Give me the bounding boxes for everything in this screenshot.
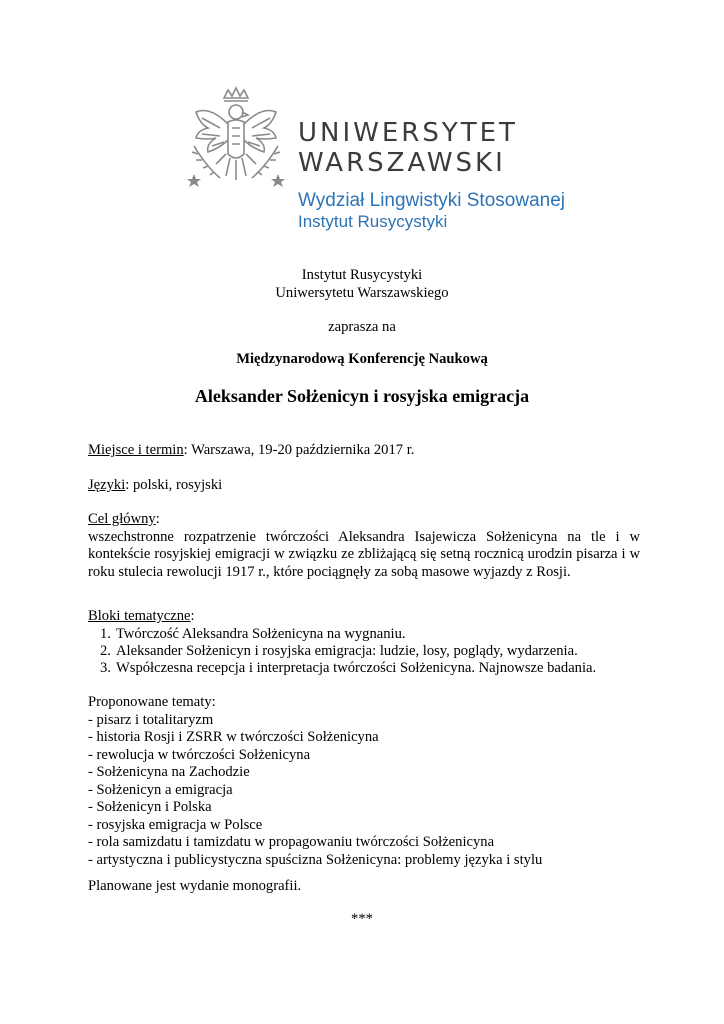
- institute-name-logo: Instytut Rusycystyki: [298, 212, 448, 231]
- topics-section: [88, 694, 640, 869]
- topics-label: Proponowane tematy:: [88, 694, 216, 710]
- languages-label: Języki: [88, 477, 126, 493]
- goal-section: [88, 511, 640, 581]
- goal-colon: :: [155, 511, 160, 527]
- eagle-emblem-icon: [186, 84, 286, 204]
- goal-line2: kontekście rosyjskiej emigracji w związku ze zbliżającą się setną rocznicą urodzin pisarza i w: [88, 546, 640, 562]
- block-item: Twórczość Aleksandra Sołżenicyna na wygnaniu.: [116, 626, 406, 642]
- university-name: [298, 118, 518, 178]
- organizer-line2: Uniwersytetu Warszawskiego: [275, 285, 449, 301]
- place-label: Miejsce i termin: [88, 442, 184, 458]
- block-number: 3.: [100, 660, 111, 676]
- languages-value: : polski, rosyjski: [125, 477, 223, 493]
- topic-item: - Sołżenicyna na Zachodzie: [88, 764, 250, 780]
- blocks-label: Bloki tematyczne: [88, 608, 191, 624]
- goal-line3: roku stulecia rewolucji 1917 r., które pociągnęły za sobą masowe wyjazdy z Rosji.: [88, 563, 571, 580]
- topic-item: - artystyczna i publicystyczna spuścizna Sołżenicyna: problemy języka i stylu: [88, 851, 543, 868]
- topic-item: - pisarz i totalitaryzm: [88, 711, 214, 728]
- goal-line1: wszechstronne rozpatrzenie twórczości Aleksandra Isajewicza Sołżenicyna na tle i w: [88, 528, 640, 545]
- faculty-name: Wydział Lingwistyki Stosowanej: [298, 190, 565, 211]
- university-logo: [186, 84, 565, 244]
- topic-item: - rola samizdatu i tamizdatu w propagowaniu twórczości Sołżenicyna: [88, 834, 495, 850]
- topic-item: - Sołżenicyn a emigracja: [88, 781, 233, 798]
- organizer-line1: Instytut Rusycystyki: [301, 267, 423, 283]
- block-number: 1.: [100, 626, 111, 642]
- topic-item: - rewolucja w twórczości Sołżenicyna: [88, 746, 311, 763]
- place-value: : Warszawa, 19-20 października 2017 r.: [183, 442, 415, 458]
- university-name-line2: WARSZAWSKI: [298, 148, 506, 178]
- monograph-note: Planowane jest wydanie monografii.: [88, 878, 302, 894]
- topic-item: - historia Rosji i ZSRR w twórczości Sołżenicyna: [88, 729, 379, 745]
- block-item: Aleksander Sołżenicyn i rosyjska emigracja: ludzie, losy, poglądy, wydarzenia.: [116, 643, 578, 659]
- languages: [88, 477, 640, 495]
- invitation-text: zaprasza na: [328, 319, 396, 335]
- blocks-heading: [88, 608, 640, 626]
- blocks-colon: :: [190, 608, 195, 624]
- place-and-date: [88, 442, 640, 460]
- topic-item: - Sołżenicyn i Polska: [88, 799, 212, 815]
- block-item: Współczesna recepcja i interpretacja twórczości Sołżenicyna. Najnowsze badania.: [116, 660, 597, 676]
- conference-title: Aleksander Sołżenicyn i rosyjska emigracja: [194, 386, 530, 406]
- section-separator: ***: [351, 911, 373, 927]
- block-number: 2.: [100, 643, 111, 659]
- topic-item: - rosyjska emigracja w Polsce: [88, 816, 263, 833]
- goal-label: Cel główny: [88, 511, 156, 527]
- university-name-line1: UNIWERSYTET: [298, 118, 518, 148]
- conference-type: Międzynarodową Konferencję Naukową: [236, 351, 488, 367]
